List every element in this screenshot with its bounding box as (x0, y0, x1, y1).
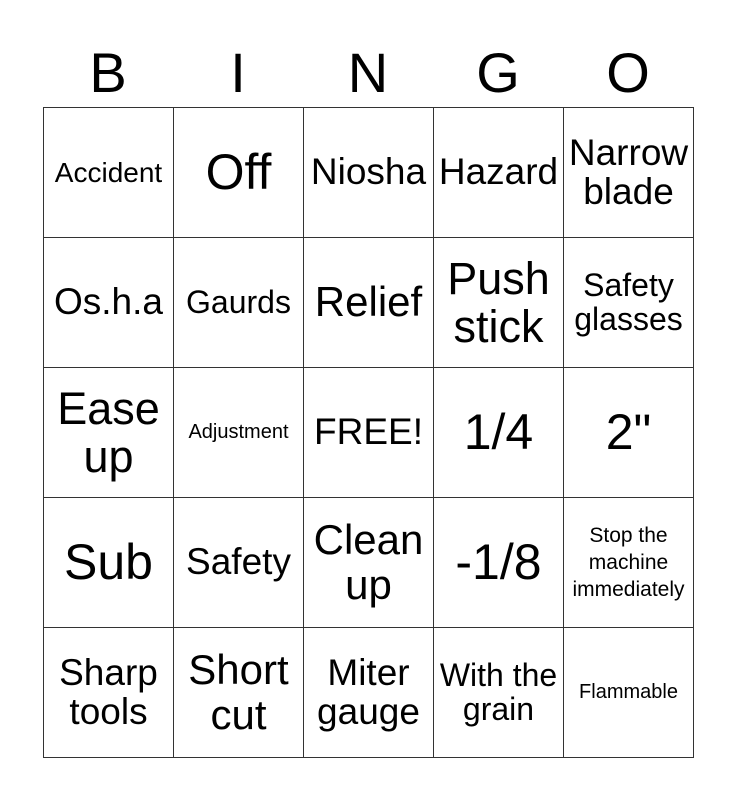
bingo-cell-r2-c1[interactable] (174, 368, 303, 497)
bingo-cell-r1-c2[interactable] (304, 238, 433, 367)
bingo-header (43, 40, 693, 106)
bingo-cell-r3-c3[interactable] (434, 498, 563, 627)
bingo-cell-r1-c0[interactable] (44, 238, 173, 367)
header-letter-i: I (230, 41, 246, 104)
bingo-cell-free[interactable] (304, 368, 433, 497)
cell-label: 2" (605, 404, 652, 461)
cell-label: Flammable (579, 681, 678, 703)
bingo-cell-r1-c4[interactable] (564, 238, 693, 367)
cell-label: Sharp tools (59, 651, 158, 732)
cell-label: Clean up (313, 516, 424, 608)
bingo-cell-r4-c4[interactable] (564, 628, 693, 757)
bingo-cell-r1-c1[interactable] (174, 238, 303, 367)
bingo-cell-r2-c3[interactable] (434, 368, 563, 497)
bingo-board (43, 107, 694, 758)
cell-label: Stop the machine immediately (572, 523, 685, 602)
cell-label: 1/4 (463, 404, 534, 461)
cell-label: Narrow blade (568, 131, 689, 212)
cell-label: Sub (64, 534, 153, 591)
bingo-cell-r3-c1[interactable] (174, 498, 303, 627)
bingo-cell-r4-c0[interactable] (44, 628, 173, 757)
cell-label: Push stick (447, 253, 550, 352)
bingo-cell-r0-c3[interactable] (434, 108, 563, 237)
cell-label: Safety glasses (574, 266, 683, 337)
bingo-cell-r3-c2[interactable] (304, 498, 433, 627)
cell-label: Niosha (310, 151, 427, 193)
cell-label: Off (205, 144, 272, 201)
bingo-cell-r2-c0[interactable] (44, 368, 173, 497)
bingo-cell-r2-c4[interactable] (564, 368, 693, 497)
bingo-cell-r0-c2[interactable] (304, 108, 433, 237)
cell-label: Relief (314, 278, 423, 326)
header-letter-n: N (347, 41, 389, 104)
header-letter-o: O (606, 41, 650, 104)
bingo-cell-r4-c1[interactable] (174, 628, 303, 757)
bingo-cell-r0-c1[interactable] (174, 108, 303, 237)
cell-label: Accident (54, 156, 163, 188)
header-letter-b: B (89, 41, 127, 104)
bingo-cell-r4-c3[interactable] (434, 628, 563, 757)
cell-label: -1/8 (455, 534, 542, 591)
bingo-cell-r3-c4[interactable] (564, 498, 693, 627)
bingo-cell-r0-c4[interactable] (564, 108, 693, 237)
bingo-cell-r0-c0[interactable] (44, 108, 173, 237)
cell-label: Safety (186, 541, 291, 583)
cell-label: Hazard (438, 151, 559, 193)
bingo-cell-r3-c0[interactable] (44, 498, 173, 627)
cell-label: Adjustment (188, 421, 289, 443)
cell-label: Miter gauge (317, 651, 420, 732)
header-letter-g: G (476, 41, 520, 104)
bingo-cell-r1-c3[interactable] (434, 238, 563, 367)
cell-label: Gaurds (186, 283, 291, 320)
cell-label: Ease up (57, 383, 160, 482)
cell-label: Os.h.a (54, 281, 163, 323)
bingo-cell-r4-c2[interactable] (304, 628, 433, 757)
cell-label: Short cut (188, 646, 289, 738)
cell-label: FREE! (314, 411, 423, 453)
cell-label: With the grain (439, 656, 558, 727)
